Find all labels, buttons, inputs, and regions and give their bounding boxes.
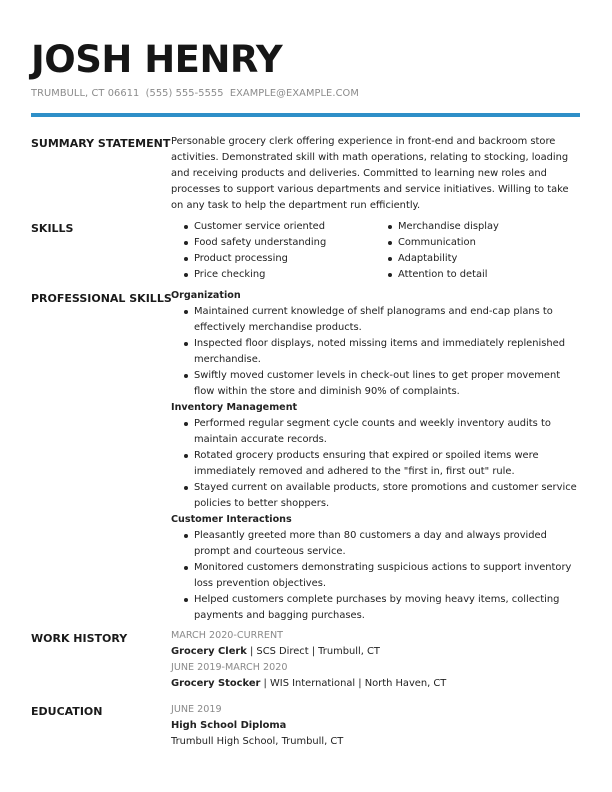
achievement-text: Performed regular segment cycle counts and weekly inventory audits to maintain accurate records. (194, 418, 551, 445)
achievement-text: Swiftly moved customer levels in check-out lines to get proper movement flow within the store and diminish 90% of complaints. (194, 370, 561, 397)
achievement-text: Pleasantly greeted more than 80 customers a day and always provided prompt and courteous service. (194, 530, 547, 557)
contact-line (31, 88, 362, 99)
achievement-text: Inspected floor displays, noted missing items and immediately replenished merchandise. (194, 338, 566, 365)
summary-title: SUMMARY STATEMENT (31, 137, 171, 150)
job-entry (171, 644, 582, 660)
education-section (171, 702, 582, 750)
list-item (171, 368, 582, 400)
list-item (171, 560, 582, 592)
bullet-icon (184, 241, 188, 245)
achievement-text: Helped customers complete purchases by moving heavy items, collecting payments and bagging purchases. (194, 594, 560, 621)
bullet-icon (184, 374, 188, 378)
achievement-text: Maintained current knowledge of shelf planograms and end-cap plans to effectively merchandise products. (194, 306, 553, 333)
bullet-icon (184, 257, 188, 261)
contact-email: EXAMPLE@EXAMPLE.COM (229, 88, 359, 99)
job-dates: JUNE 2019-MARCH 2020 (171, 662, 288, 673)
header-divider (31, 113, 580, 117)
degree-label: High School Diploma (171, 720, 287, 731)
bullet-icon (388, 241, 392, 245)
achievement-text: Rotated grocery products ensuring that expired or spoiled items were immediately removed and adhered to the "first in, first out" rule. (194, 450, 539, 477)
bullet-icon (184, 598, 188, 602)
job-entry (171, 676, 582, 692)
bullet-icon (184, 225, 188, 229)
skill-label: Food safety understanding (194, 237, 327, 248)
list-item (171, 592, 582, 624)
job-dates: MARCH 2020-CURRENT (171, 630, 284, 641)
bullet-icon (184, 310, 188, 314)
professional-skills-title: PROFESSIONAL SKILLS (31, 292, 172, 305)
list-item (375, 235, 575, 251)
achievement-text: Monitored customers demonstrating suspicious actions to support inventory loss prevention objectives. (194, 562, 572, 589)
skill-group-heading: Organization (171, 290, 241, 301)
list-item (171, 528, 582, 560)
skills-column-right (375, 219, 575, 283)
list-item (171, 251, 375, 267)
skill-label: Merchandise display (398, 221, 499, 232)
bullet-icon (184, 273, 188, 277)
list-item (171, 235, 375, 251)
candidate-name: JOSH HENRY (31, 38, 283, 81)
job-details: | SCS Direct | Trumbull, CT (246, 646, 380, 657)
work-history-title: WORK HISTORY (31, 632, 128, 645)
job-role: Grocery Clerk (171, 646, 247, 657)
skills-section (171, 219, 582, 283)
contact-city: TRUMBULL, CT 06611 (31, 88, 140, 99)
list-item (171, 336, 582, 368)
job-role: Grocery Stocker (171, 678, 261, 689)
list-item (375, 219, 575, 235)
list-item (171, 448, 582, 480)
bullet-icon (388, 257, 392, 261)
list-item (171, 304, 582, 336)
bullet-icon (388, 273, 392, 277)
bullet-icon (184, 342, 188, 346)
skills-column-left (171, 219, 375, 283)
list-item (171, 416, 582, 448)
list-item (171, 267, 375, 283)
skill-group-heading: Inventory Management (171, 402, 298, 413)
list-item (171, 219, 375, 235)
list-item (375, 267, 575, 283)
skills-title: SKILLS (31, 222, 74, 235)
education-degree (171, 718, 582, 734)
skill-label: Attention to detail (398, 269, 488, 280)
skill-label: Customer service oriented (194, 221, 326, 232)
list-item (171, 480, 582, 512)
skill-label: Price checking (194, 269, 266, 280)
bullet-icon (184, 566, 188, 570)
education-date: JUNE 2019 (171, 704, 222, 715)
education-title: EDUCATION (31, 705, 103, 718)
skill-label: Product processing (194, 253, 288, 264)
work-history-section (171, 628, 582, 692)
skill-label: Adaptability (398, 253, 458, 264)
contact-phone: (555) 555-5555 (145, 88, 224, 99)
bullet-icon (184, 534, 188, 538)
skill-group-heading: Customer Interactions (171, 514, 292, 525)
professional-skills-section (171, 288, 582, 624)
summary-text: Personable grocery clerk offering experience in front-end and backroom store activities. Demonstrated skill with math operations, relating to stocking, loading and receiving products and deliveries. Committed to learning new roles and processes to support various departments and service initiatives. Willing to take on any task to help the department run efficiently. (171, 136, 569, 211)
bullet-icon (388, 225, 392, 229)
summary-section (171, 134, 582, 214)
bullet-icon (184, 486, 188, 490)
job-details: | WIS International | North Haven, CT (260, 678, 447, 689)
bullet-icon (184, 422, 188, 426)
education-school: Trumbull High School, Trumbull, CT (171, 736, 344, 747)
bullet-icon (184, 454, 188, 458)
list-item (375, 251, 575, 267)
skills-grid (171, 219, 582, 283)
skill-label: Communication (398, 237, 476, 248)
achievement-text: Stayed current on available products, store promotions and customer service policies to better shoppers. (194, 482, 577, 509)
